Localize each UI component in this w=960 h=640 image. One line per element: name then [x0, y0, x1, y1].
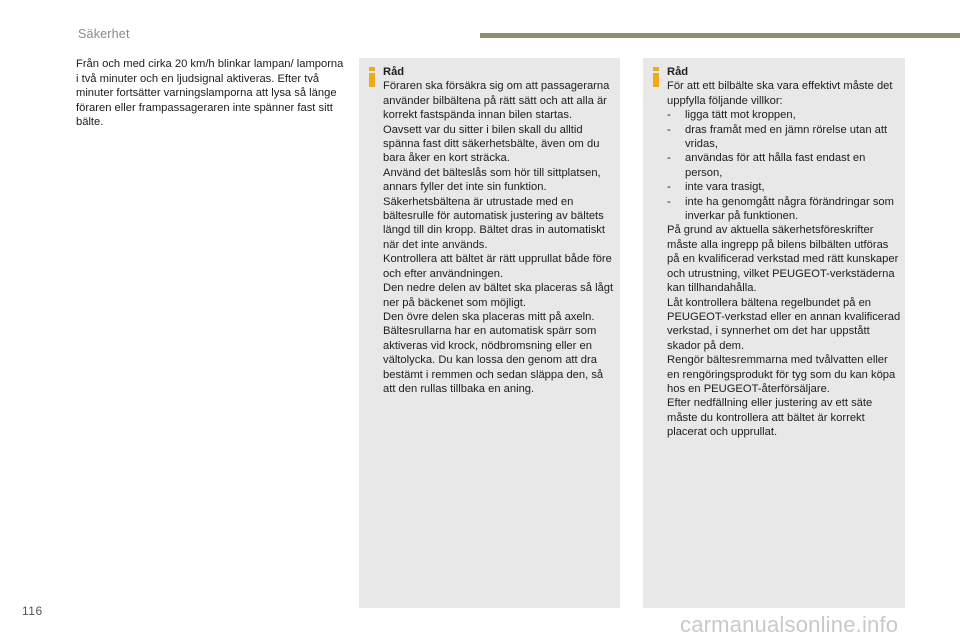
watermark: carmanualsonline.info — [680, 612, 899, 637]
advice-paragraph: Oavsett var du sitter i bilen skall du alltid spänna fast ditt säkerhetsbälte, även om du bara åker en kort sträcka. — [383, 123, 600, 165]
advice-paragraph: Den övre delen ska placeras mitt på axeln. — [383, 310, 595, 323]
advice-paragraph: Kontrollera att bältet är rätt upprullat både före och efter användningen. — [383, 253, 612, 280]
header-accent-bar — [480, 33, 960, 38]
advice-title: Råd — [383, 66, 405, 78]
advice-paragraph: Låt kontrollera bältena regelbundet på en PEUGEOT-verkstad eller en annan kvalificerad verkstad, i synnerhet om det har uppstått skador på dem. — [667, 296, 901, 352]
advice-title: Råd — [667, 66, 689, 78]
list-item: - inte ha genomgått några förändringar som inverkar på funktionen. — [667, 195, 902, 224]
advice-paragraph: Den nedre delen av bältet ska placeras så lågt ner på bäckenet som möjligt. — [383, 282, 614, 309]
advice-paragraph: Använd det bälteslås som hör till sittplatsen, annars fyller det inte sin funktion. — [383, 166, 601, 194]
advice-panel-2-body — [667, 65, 902, 440]
list-item: - användas för att hålla fast endast en person, — [667, 151, 902, 180]
list-item: - inte vara trasigt, — [667, 180, 902, 194]
advice-paragraph: På grund av aktuella säkerhetsföreskrifter måste alla ingrepp på bilens bilbälten utföras på en kvalificerad verkstad med rätt kunskaper och utrustning, vilket PEUGEOT-verkstäderna kan tillhandahålla. — [667, 224, 899, 295]
info-icon — [652, 67, 660, 87]
list-item: - dras framåt med en jämn rörelse utan att vridas, — [667, 123, 902, 152]
advice-paragraph: Föraren ska försäkra sig om att passagerarna använder bilbältena på rätt sätt och att alla är korrekt fastspända innan bilen startas. — [383, 80, 610, 122]
advice-paragraph: Bältesrullarna har en automatisk spärr som aktiveras vid krock, nödbromsning eller en vältolycka. Du kan lossa den genom att dra bestämt i remmen och sedan släppa den, så att den rullas tillbaka en aning. — [383, 325, 604, 395]
page-number: 116 — [22, 604, 43, 618]
info-icon — [368, 67, 376, 87]
advice-paragraph: Säkerhetsbältena är utrustade med en bältesrulle för automatisk justering av bältets längd till din kropp. Bältet dras in automatiskt när det inte används. — [383, 195, 606, 251]
condition-list — [667, 108, 902, 223]
advice-paragraph: Rengör bältesremmarna med tvålvatten eller en rengöringsprodukt för tyg som du kan köpa hos en PEUGEOT-återförsäljare. — [667, 354, 896, 395]
advice-paragraph: Efter nedfällning eller justering av ett säte måste du kontrollera att bältet är korrekt placerat och upprullat. — [667, 397, 873, 439]
advice-intro: För att ett bilbälte ska vara effektivt måste det uppfylla följande villkor: — [667, 80, 893, 107]
advice-panel-2 — [643, 58, 905, 608]
list-item: - ligga tätt mot kroppen, — [667, 108, 902, 122]
intro-paragraph: Från och med cirka 20 km/h blinkar lampan/ lamporna i två minuter och en ljudsignal aktiveras. Efter två minuter fortsätter varningslamporna att lysa så länge föraren eller frampassageraren inte spänner fast sitt bälte. — [76, 58, 344, 129]
section-title: Säkerhet — [78, 27, 130, 41]
advice-panel-1 — [359, 58, 620, 608]
advice-panel-1-body — [383, 65, 617, 396]
